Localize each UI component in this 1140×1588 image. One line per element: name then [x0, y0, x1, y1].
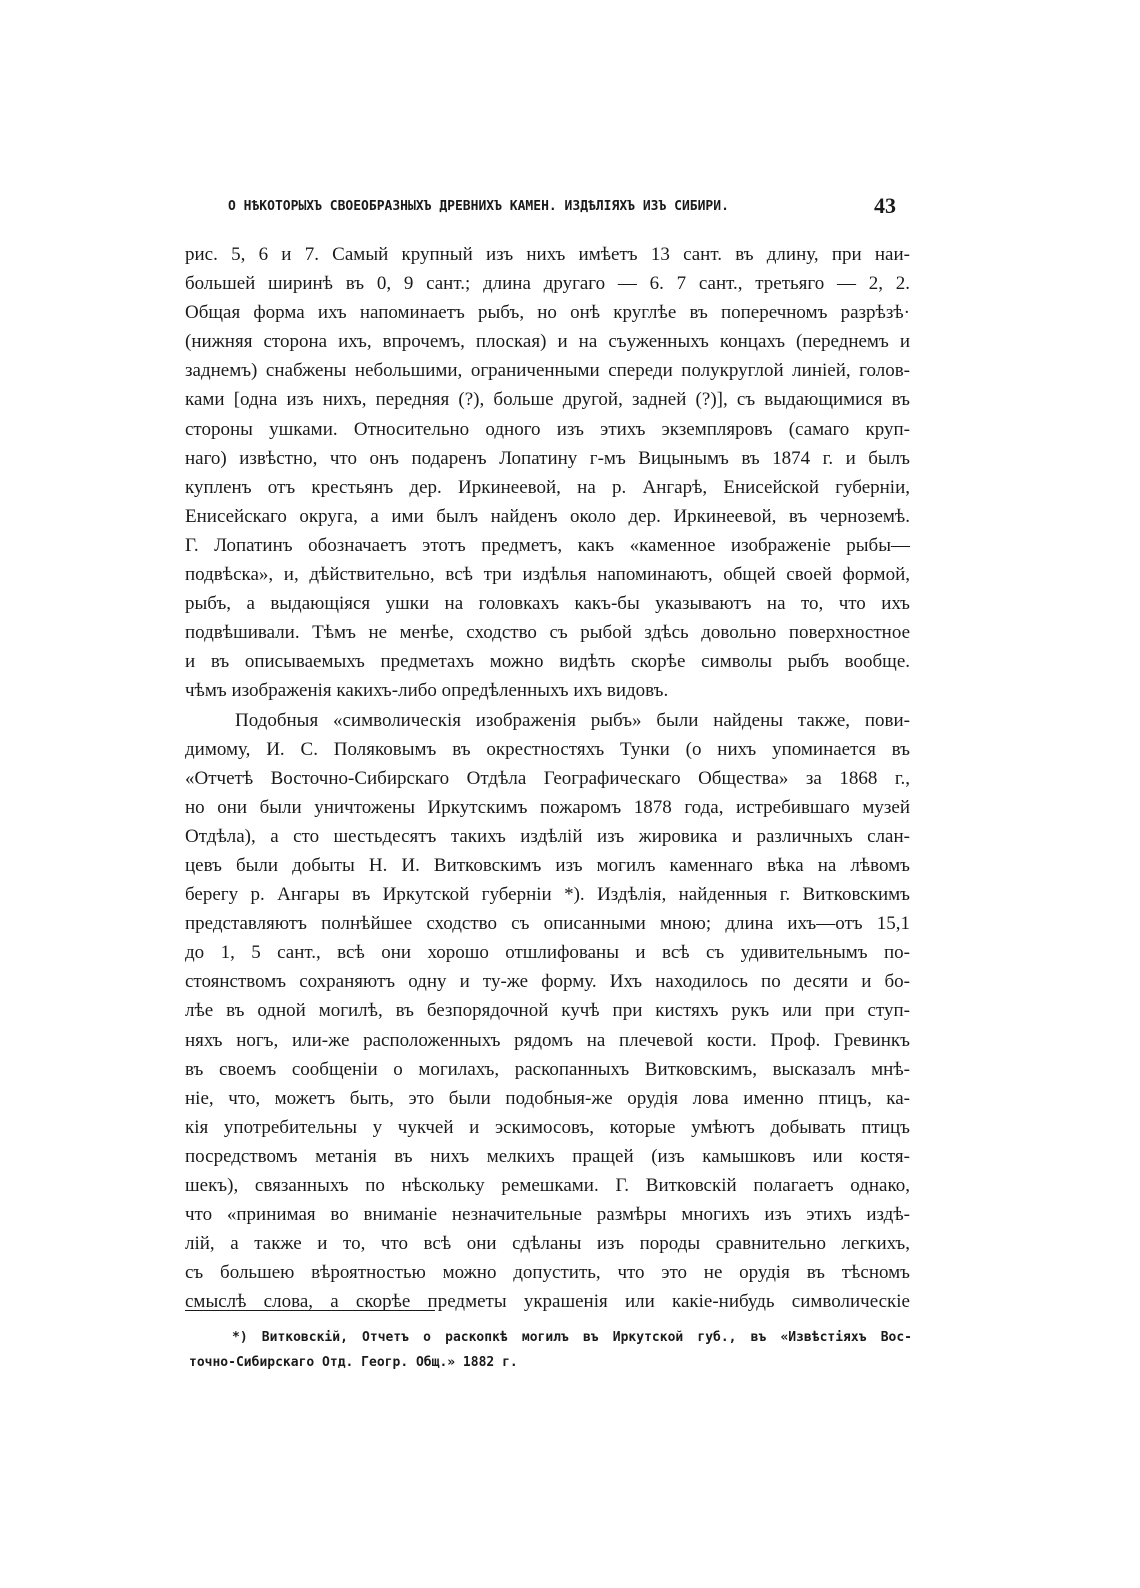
- text-line: подвѣшивали. Тѣмъ не менѣе, сходство съ рыбой здѣсь довольно поверхностное: [185, 622, 910, 644]
- running-title: О НѢКОТОРЫХЪ СВОЕОБРАЗНЫХЪ ДРЕВНИХЪ КАМЕН. ИЗДѢЛІЯХЪ ИЗЪ СИБИРИ.: [228, 199, 729, 214]
- running-head: [228, 193, 896, 225]
- text-line: посредствомъ метанія въ нихъ мелкихъ пращей (изъ камышковъ или костя-: [185, 1145, 910, 1167]
- text-line: Г. Лопатинъ обозначаетъ этотъ предметъ, какъ «каменное изображеніе рыбы—: [185, 534, 910, 556]
- text-line: стороны ушками. Относительно одного изъ этихъ экземпляровъ (самаго круп-: [185, 418, 910, 440]
- text-line: что «принимая во вниманіе незначительные размѣры многихъ изъ этихъ издѣ-: [185, 1204, 910, 1226]
- text-line: Енисейскаго округа, а ими былъ найденъ около дер. Иркинеевой, въ черноземѣ.: [185, 505, 910, 527]
- text-line: лѣе въ одной могилѣ, въ безпорядочной кучѣ при кистяхъ рукъ или при ступ-: [185, 1000, 910, 1022]
- text-line: «Отчетѣ Восточно-Сибирскаго Отдѣла Географическаго Общества» за 1868 г.,: [185, 767, 910, 789]
- paragraph-start-line: Подобныя «символическія изображенія рыбъ» были найдены также, пови-: [235, 709, 910, 731]
- body-text: [185, 240, 910, 1316]
- text-line: няхъ ногъ, или-же расположенныхъ рядомъ на плечевой кости. Проф. Гревинкъ: [185, 1029, 910, 1051]
- text-line: въ своемъ сообщеніи о могилахъ, раскопанныхъ Витковскимъ, высказалъ мнѣ-: [185, 1058, 910, 1080]
- text-line: и въ описываемыхъ предметахъ можно видѣть скорѣе символы рыбъ вообще.: [185, 651, 910, 673]
- text-line: Отдѣла), а сто шестьдесятъ такихъ издѣлій изъ жировика и различныхъ слан-: [185, 825, 910, 847]
- footnote-line: точно-Сибирскаго Отд. Геогр. Общ.» 1882 г.: [189, 1355, 518, 1370]
- text-line: купленъ отъ крестьянъ дер. Иркинеевой, на р. Ангарѣ, Енисейской губерніи,: [185, 476, 910, 498]
- text-line: съ большею вѣроятностью можно допустить, что это не орудія въ тѣсномъ: [185, 1262, 910, 1284]
- text-line: стоянствомъ сохраняютъ одну и ту-же форму. Ихъ находилось по десяти и бо-: [185, 971, 910, 993]
- text-line: Общая форма ихъ напоминаетъ рыбъ, но онѣ круглѣе въ поперечномъ разрѣзѣ·: [185, 302, 910, 324]
- text-line: кія употребительны у чукчей и эскимосовъ, которые умѣютъ добывать птицъ: [185, 1116, 910, 1138]
- text-line: лій, а также и то, что всѣ они сдѣланы изъ породы сравнительно легкихъ,: [185, 1233, 910, 1255]
- text-line: ніе, что, можетъ быть, это были подобныя-же орудія лова именно птицъ, ка-: [185, 1087, 910, 1109]
- text-line: представляютъ полнѣйшее сходство съ описанными мною; длина ихъ—отъ 15,1: [185, 913, 910, 935]
- page-number: 43: [874, 193, 896, 218]
- paragraph-end-line: чѣмъ изображенія какихъ-либо опредѣленныхъ ихъ видовъ.: [185, 680, 669, 702]
- text-line: заднемъ) снабжены небольшими, ограниченными спереди полукруглой линіей, голов-: [185, 360, 910, 382]
- text-line: берегу р. Ангары въ Иркутской губерніи *). Издѣлія, найденныя г. Витковскимъ: [185, 884, 910, 906]
- footnote: [189, 1325, 912, 1375]
- text-line: наго) извѣстно, что онъ подаренъ Лопатину г-мъ Вицынымъ въ 1874 г. и былъ: [185, 447, 910, 469]
- text-line: смыслѣ слова, а скорѣе предметы украшенія или какіе-нибудь символическіе: [185, 1291, 910, 1313]
- text-line: (нижняя сторона ихъ, впрочемъ, плоская) и на съуженныхъ концахъ (переднемъ и: [185, 331, 910, 353]
- text-line: ками [одна изъ нихъ, передняя (?), больше другой, задней (?)], съ выдающимися въ: [185, 389, 910, 411]
- text-line: подвѣска», и, дѣйствительно, всѣ три издѣлья напоминаютъ, общей своей формой,: [185, 564, 910, 586]
- text-line: шекъ), связанныхъ по нѣскольку ремешками. Г. Витковскій полагаетъ однако,: [185, 1175, 910, 1196]
- text-line: димому, И. С. Поляковымъ въ окрестностяхъ Тунки (о нихъ упоминается въ: [185, 738, 910, 760]
- text-line: рис. 5, 6 и 7. Самый крупный изъ нихъ имѣетъ 13 сант. въ длину, при наи-: [185, 244, 910, 265]
- text-line: цевъ были добыты Н. И. Витковскимъ изъ могилъ каменнаго вѣка на лѣвомъ: [185, 854, 910, 876]
- footnote-divider: [185, 1310, 435, 1311]
- text-line: рыбъ, а выдающіяся ушки на головкахъ какъ-бы указываютъ на то, что ихъ: [185, 593, 910, 615]
- text-line: но они были уничтожены Иркутскимъ пожаромъ 1878 года, истребившаго музей: [185, 796, 910, 818]
- text-line: большей ширинѣ въ 0, 9 сант.; длина другаго — 6. 7 сант., третьяго — 2, 2.: [185, 273, 910, 295]
- text-line: до 1, 5 сант., всѣ они хорошо отшлифованы и всѣ съ удивительнымъ по-: [185, 942, 910, 964]
- footnote-line: *) Витковскій, Отчетъ о раскопкѣ могилъ въ Иркутской губ., въ «Извѣстіяхъ Вос-: [232, 1330, 912, 1345]
